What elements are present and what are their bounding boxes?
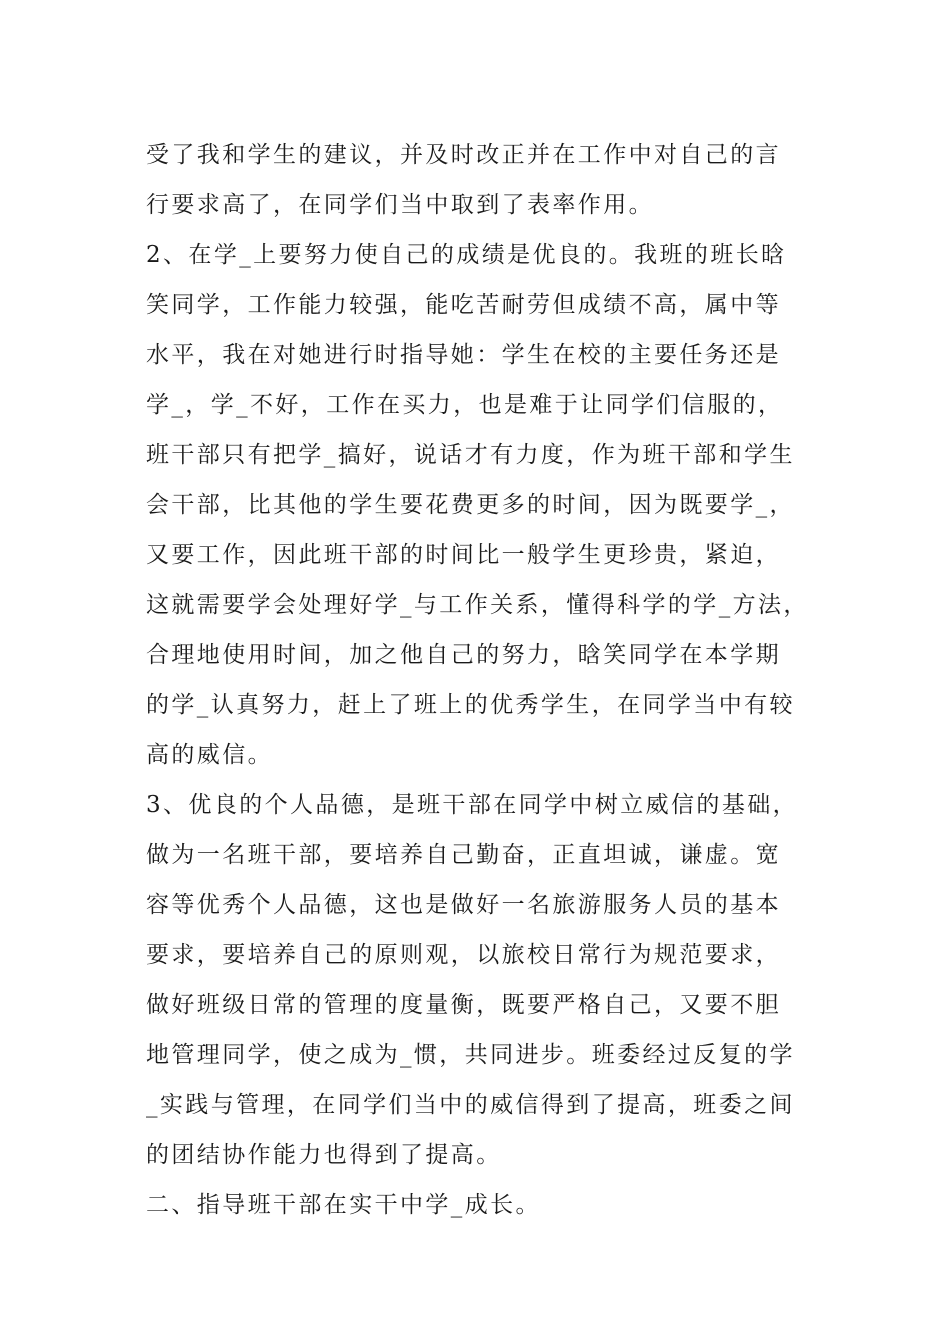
text-line: _实践与管理，在同学们当中的威信得到了提高，班委之间 bbox=[146, 1092, 795, 1118]
text-line: 的团结协作能力也得到了提高。 bbox=[146, 1142, 502, 1168]
text-line: 笑同学，工作能力较强，能吃苦耐劳但成绩不高，属中等 bbox=[146, 292, 781, 318]
text-line: 学_，学_不好，工作在买力，也是难于让同学们信服的， bbox=[146, 392, 784, 418]
document-body bbox=[146, 130, 826, 1230]
text-line: 水平，我在对她进行时指导她：学生在校的主要任务还是 bbox=[146, 342, 781, 368]
text-line: 会干部，比其他的学生要花费更多的时间，因为既要学_， bbox=[146, 492, 795, 518]
text-line: 这就需要学会处理好学_与工作关系，懂得科学的学_方法， bbox=[146, 592, 809, 618]
text-line: 高的威信。 bbox=[146, 742, 273, 768]
text-line: 3、优良的个人品德，是班干部在同学中树立威信的基础， bbox=[146, 792, 799, 818]
text-line: 合理地使用时间，加之他自己的努力，晗笑同学在本学期 bbox=[146, 642, 781, 668]
text-line: 容等优秀个人品德，这也是做好一名旅游服务人员的基本 bbox=[146, 892, 781, 918]
text-line: 做为一名班干部，要培养自己勤奋，正直坦诚，谦虚。宽 bbox=[146, 842, 781, 868]
text-line: 做好班级日常的管理的度量衡，既要严格自己，又要不胆 bbox=[146, 992, 781, 1018]
text-line: 行要求高了，在同学们当中取到了表率作用。 bbox=[146, 192, 654, 218]
text-line: 受了我和学生的建议，并及时改正并在工作中对自己的言 bbox=[146, 142, 781, 168]
section-heading: 二、指导班干部在实干中学_成长。 bbox=[146, 1192, 541, 1218]
text-line: 的学_认真努力，赶上了班上的优秀学生，在同学当中有较 bbox=[146, 692, 795, 718]
text-line: 地管理同学，使之成为_惯，共同进步。班委经过反复的学 bbox=[146, 1042, 795, 1068]
text-line: 班干部只有把学_搞好，说话才有力度，作为班干部和学生 bbox=[146, 442, 795, 468]
text-line: 又要工作，因此班干部的时间比一般学生更珍贵，紧迫， bbox=[146, 542, 781, 568]
text-line: 要求，要培养自己的原则观，以旅校日常行为规范要求， bbox=[146, 942, 781, 968]
text-line: 2、在学_上要努力使自己的成绩是优良的。我班的班长晗 bbox=[146, 242, 787, 268]
